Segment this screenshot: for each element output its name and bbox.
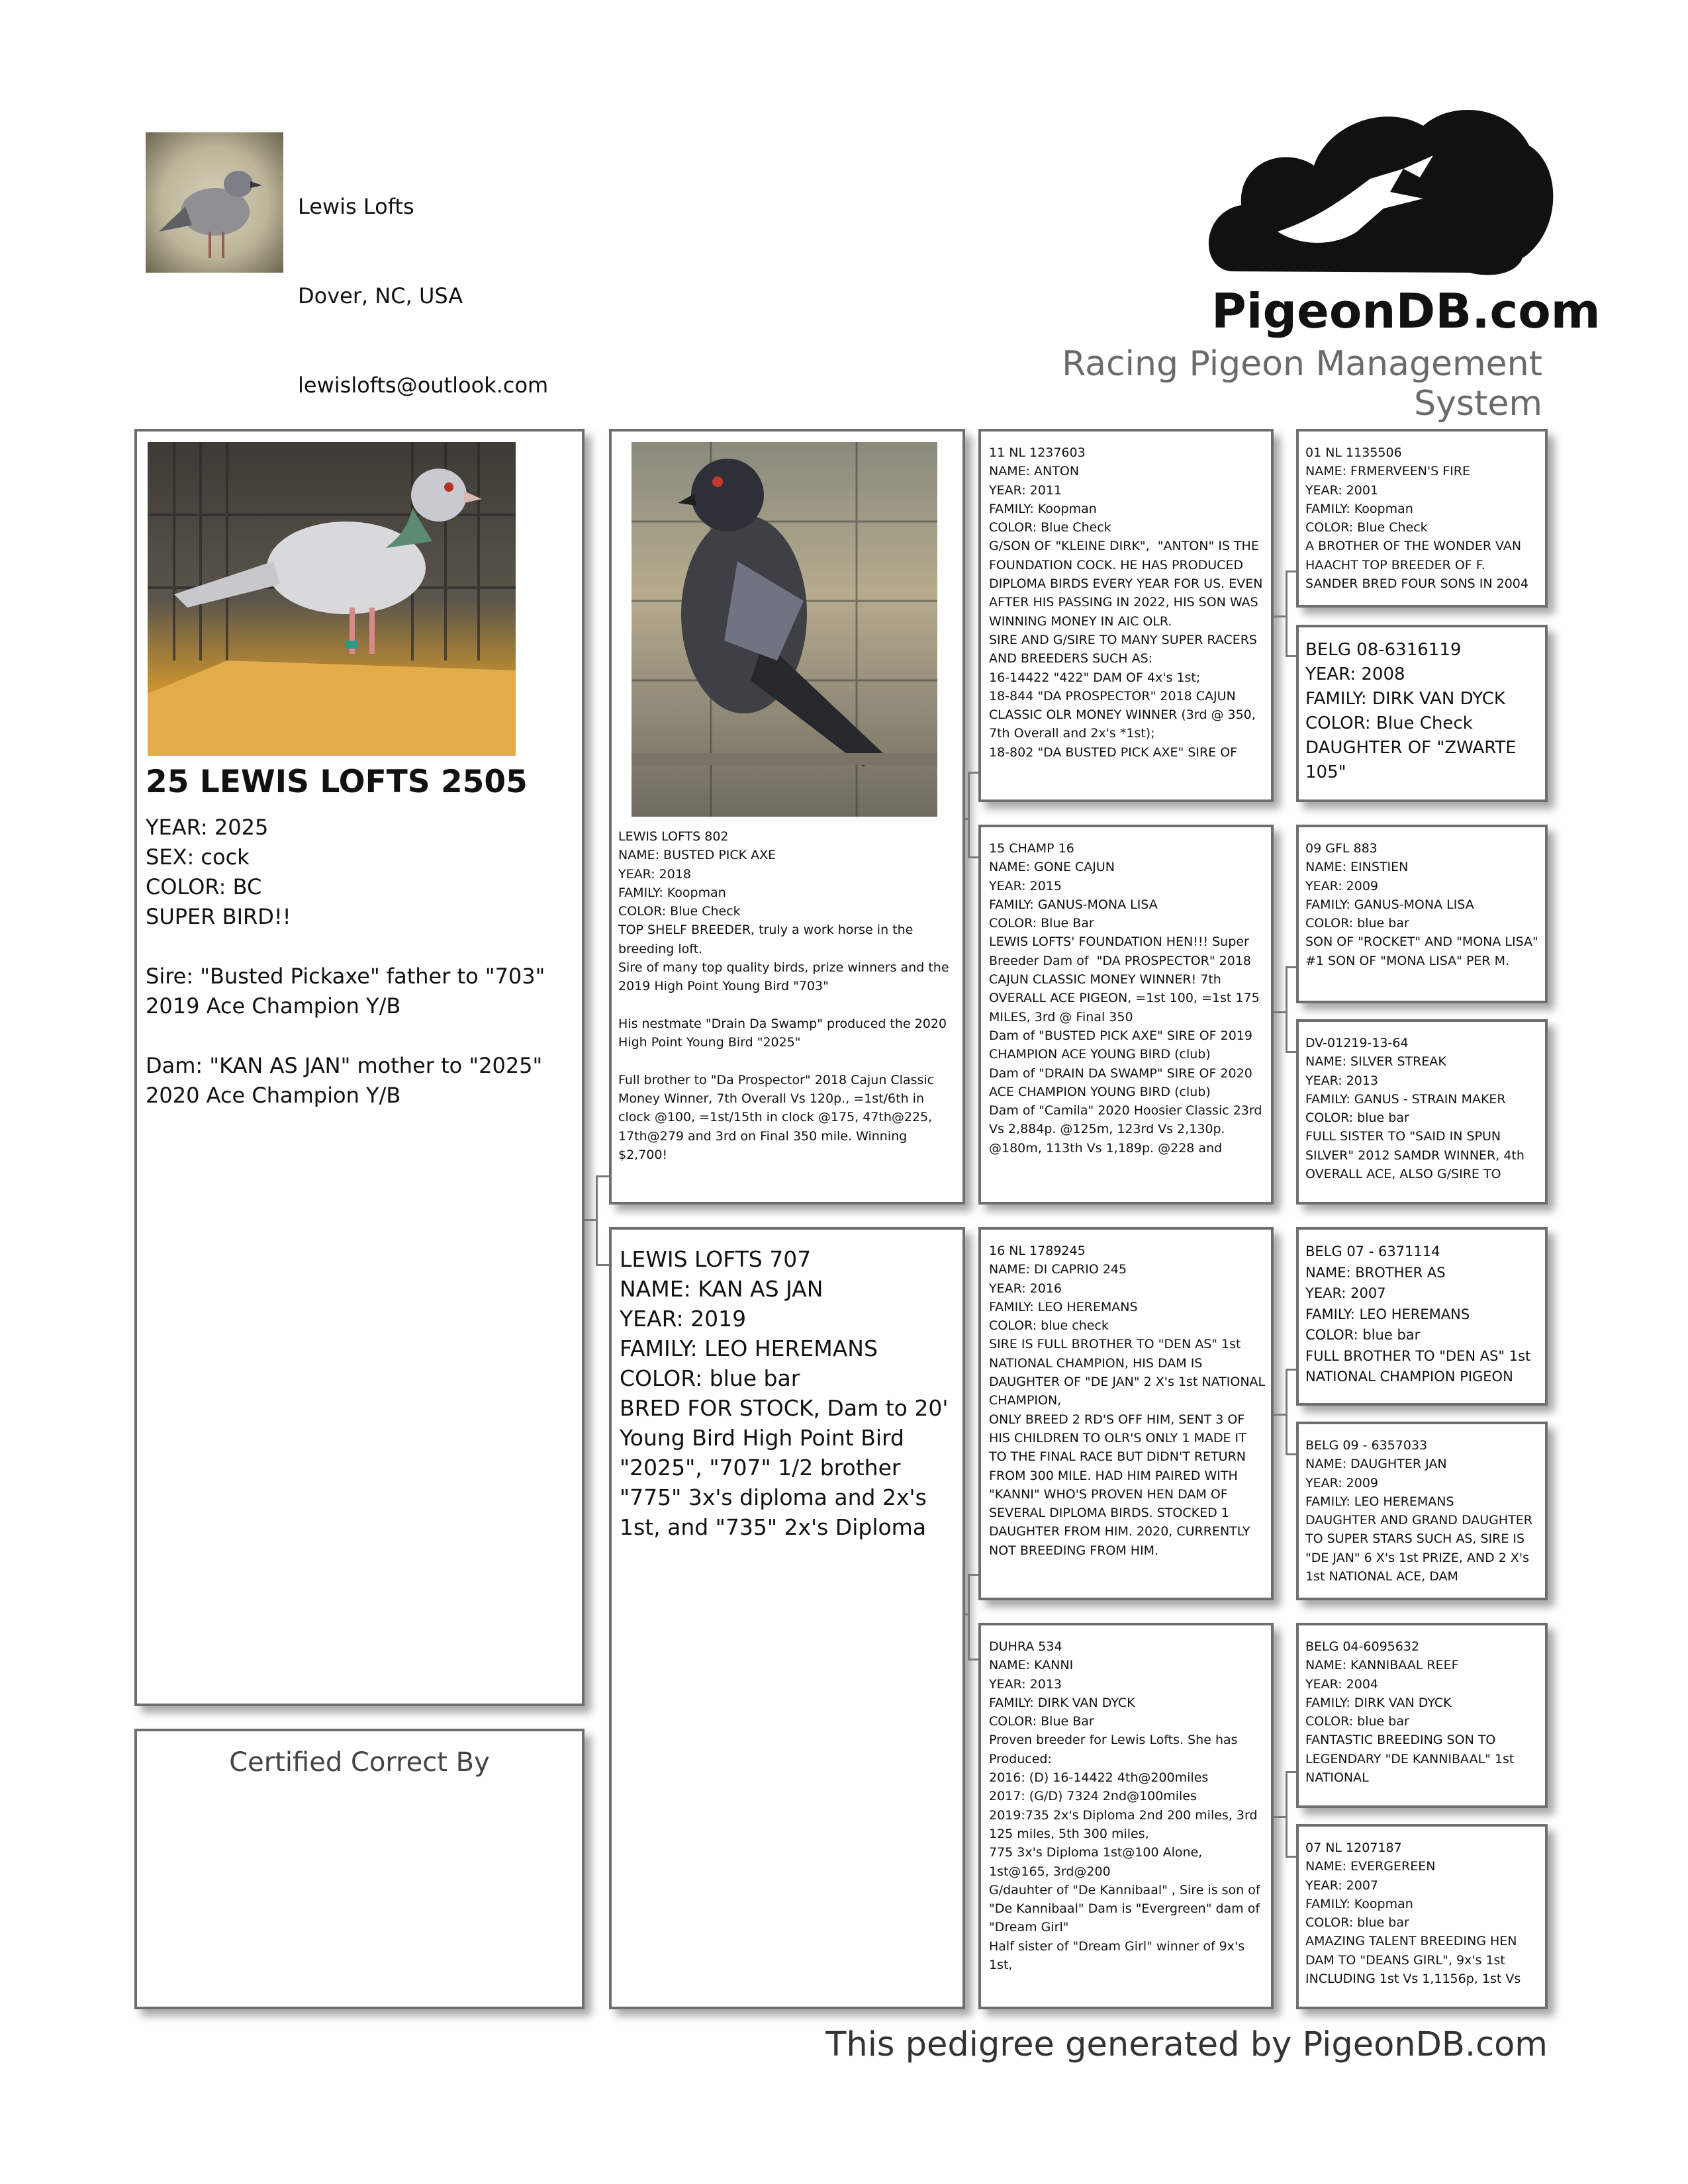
ds-details: 16 NL 1789245 NAME: DI CAPRIO 245 YEAR: 2016 FAMILY: LEO HEREMANS COLOR: blue check SIRE IS FULL BROTHER TO "DEN AS" 1st NATIONAL CHAMPION, HIS DAM IS DAUGHTER OF "DE JAN" 2 X's 1st NATIONAL CHAMPION, ONLY BREED 2 RD'S OFF HIM, SENT 3 OF HIS CHILDREN TO OLR'S ONLY 1 MADE IT TO THE FINAL RACE BUT DIDN'T RETURN FROM 300 MILE. HAD HIM PAIRED WITH "KANNI" WHO'S PROVEN HEN DAM OF SEVERAL DIPLOMA BIRDS. STOCKED 1 DAUGHTER FROM HIM. 2020, CURRENTLY NOT BREEDING FROM HIM. <box>989 1244 1266 1558</box>
connector <box>1286 570 1296 572</box>
ggp-sdd-card <box>1296 1019 1548 1205</box>
connector <box>1286 570 1288 657</box>
site-name[interactable]: PigeonDB.com <box>1211 283 1601 339</box>
dd-details: DUHRA 534 NAME: KANNI YEAR: 2013 FAMILY: DIRK VAN DYCK COLOR: Blue Bar Proven breeder for Lewis Lofts. She has Produced: 2016: (D) 16-14422 4th@200miles 2017: (G/D) 7324 2nd@100miles 2019:735 2x's Diploma 2nd 200 miles, 3rd 125 miles, 5th 300 miles, 775 3x's Diploma 1st@100 Alone, 1st@165, 3rd@200 G/dauhter of "De Kannibaal" , Sire is son of "De Kannibaal" Dam is "Evergreen" dam of "Dream Girl" Half sister of "Dream Girl" winner of 9x's 1st, <box>989 1639 1260 1973</box>
connector <box>1274 1816 1287 1818</box>
pigeondb-logo <box>1205 99 1556 291</box>
connector <box>1286 966 1288 1052</box>
site-tagline: Racing Pigeon Management System <box>1062 344 1542 424</box>
connector <box>596 1264 609 1266</box>
connector <box>968 1574 970 1660</box>
ggp-dsd-card <box>1296 1422 1548 1600</box>
grandsire-maternal-card <box>978 1227 1274 1600</box>
sd-details: 15 CHAMP 16 NAME: GONE CAJUN YEAR: 2015 FAMILY: GANUS-MONA LISA COLOR: Blue Bar LEWIS LOFTS' FOUNDATION HEN!!! Super Breeder Dam of "DA PROSPECTOR" 2018 CAJUN CLASSIC MONEY WINNER! 7th OVERALL ACE PIGEON, =1st 100, =1st 175 MILES, 3rd @ Final 350 Dam of "BUSTED PICK AXE" SIRE OF 2019 CHAMPION ACE YOUNG BIRD (club) Dam of "DRAIN DA SWAMP" SIRE OF 2020 ACE CHAMPION YOUNG BIRD (club) Dam of "Camila" 2020 Hoosier Classic 23rd Vs 2,884p. @125m, 123rd Vs 2,130p. @180m, 113th Vs 1,189p. @228 and <box>989 841 1262 1156</box>
connector <box>585 1219 596 1221</box>
dss-details: BELG 07 - 6371114 NAME: BROTHER AS YEAR: 2007 FAMILY: LEO HEREMANS COLOR: blue bar FULL BROTHER TO "DEN AS" 1st NATIONAL CHAMPION PIGEON <box>1305 1244 1531 1385</box>
pigeon-photo-icon <box>632 442 937 817</box>
subject-card <box>134 429 585 1706</box>
ss-details: 11 NL 1237603 NAME: ANTON YEAR: 2011 FAMILY: Koopman COLOR: Blue Check G/SON OF "KLEINE DIRK", "ANTON" IS THE FOUNDATION COCK. HE HAS PRODUCED DIPLOMA BIRDS EVERY YEAR FOR US. EVEN AFTER HIS PASSING IN 2022, HIS SON WAS WINNING MONEY IN AIC OLR. SIRE AND G/SIRE TO MANY SUPER RACERS AND BREEDERS SUCH AS: 16-14422 "422" DAM OF 4x's 1st; 18-844 "DA PROSPECTOR" 2018 CAJUN CLASSIC OLR MONEY WINNER (3rd @ 350, 7th Overall and 2x's *1st); 18-802 "DA BUSTED PICK AXE" SIRE OF <box>989 445 1263 760</box>
connector <box>1286 1453 1296 1455</box>
ggp-sds-card <box>1296 825 1548 1003</box>
sdd-details: DV-01219-13-64 NAME: SILVER STREAK YEAR: 2013 FAMILY: GANUS - STRAIN MAKER COLOR: blue bar FULL SISTER TO "SAID IN SPUN SILVER" 2012 SAMDR WINNER, 4th OVERALL ACE, ALSO G/SIRE TO <box>1305 1036 1524 1182</box>
connector <box>1274 1011 1287 1013</box>
sire-card <box>609 429 965 1205</box>
connector <box>1286 1771 1288 1857</box>
ssd-details: BELG 08-6316119 YEAR: 2008 FAMILY: DIRK VAN DYCK COLOR: Blue Check DAUGHTER OF "ZWARTE 105" <box>1305 640 1517 782</box>
connector <box>1274 1414 1287 1416</box>
owner-location: Dover, NC, USA <box>298 283 463 308</box>
connector <box>1286 1369 1288 1455</box>
connector <box>1286 1369 1296 1371</box>
cloud-bird-logo-icon <box>1205 99 1556 291</box>
connector <box>1286 966 1296 968</box>
connector <box>968 1659 978 1661</box>
subject-details: YEAR: 2025 SEX: cock COLOR: BC SUPER BIRD!! Sire: "Busted Pickaxe" father to "703" 2019 Ace Champion Y/B Dam: "KAN AS JAN" mother to "2025" 2020 Ace Champion Y/B <box>146 815 545 1108</box>
connector <box>1286 655 1296 657</box>
ggp-dds-card <box>1296 1623 1548 1808</box>
pigeon-photo-icon <box>148 442 516 756</box>
ggp-ssd-card <box>1296 625 1548 802</box>
connector <box>596 1175 609 1177</box>
sire-photo <box>632 442 937 817</box>
connector <box>968 1574 978 1576</box>
pigeon-photo-icon <box>146 132 283 273</box>
connector <box>968 856 978 858</box>
owner-name: Lewis Lofts <box>298 194 414 219</box>
granddam-maternal-card <box>978 1623 1274 2009</box>
certified-label: Certified Correct By <box>229 1747 490 1778</box>
sss-details: 01 NL 1135506 NAME: FRMERVEEN'S FIRE YEAR: 2001 FAMILY: Koopman COLOR: Blue Check A BROTHER OF THE WONDER VAN HAACHT TOP BREEDER OF F. SANDER BRED FOUR SONS IN 2004 <box>1305 445 1528 592</box>
ggp-dss-card <box>1296 1227 1548 1406</box>
dsd-details: BELG 09 - 6357033 NAME: DAUGHTER JAN YEAR: 2009 FAMILY: LEO HEREMANS DAUGHTER AND GRAND DAUGHTER TO SUPER STARS SUCH AS, SIRE IS "DE JAN" 6 X's 1st PRIZE, AND 2 X's 1st NATIONAL ACE, DAM <box>1305 1438 1533 1584</box>
grandsire-paternal-card <box>978 429 1274 802</box>
sire-details: LEWIS LOFTS 802 NAME: BUSTED PICK AXE YEAR: 2018 FAMILY: Koopman COLOR: Blue Check TOP SHELF BREEDER, truly a work horse in the breeding loft. Sire of many top quality birds, prize winners and the 2019 High Point Young Bird "703" His nestmate "Drain Da Swamp" produced the 2020 High Point Young Bird "2025" Full brother to "Da Prospector" 2018 Cajun Classic Money Winner, 7th Overall Vs 120p., =1st/6th in clock @100, =1st/15th in clock @175, 47th@225, 17th@279 and 3rd on Final 350 mile. Winning $2,700! <box>618 829 949 1163</box>
owner-avatar <box>146 132 283 273</box>
ddd-details: 07 NL 1207187 NAME: EVERGEREEN YEAR: 2007 FAMILY: Koopman COLOR: blue bar AMAZING TALENT BREEDING HEN DAM TO "DEANS GIRL", 9x's 1st INCLUDING 1st Vs 1,1156p, 1st Vs <box>1305 1841 1521 1987</box>
sds-details: 09 GFL 883 NAME: EINSTIEN YEAR: 2009 FAMILY: GANUS-MONA LISA COLOR: blue bar SON OF "ROCKET" AND "MONA LISA" #1 SON OF "MONA LISA" PER M. <box>1305 841 1538 968</box>
connector <box>968 772 978 774</box>
certified-box <box>134 1729 585 2009</box>
dam-details: LEWIS LOFTS 707 NAME: KAN AS JAN YEAR: 2019 FAMILY: LEO HEREMANS COLOR: blue bar BRED FOR STOCK, Dam to 20' Young Bird High Point Bird "2025", "707" 1/2 brother "775" 3x's diploma and 2x's 1st, and "735" 2x's Diploma <box>620 1246 949 1540</box>
ggp-ddd-card <box>1296 1824 1548 2009</box>
connector <box>596 1175 598 1265</box>
ggp-sss-card <box>1296 429 1548 608</box>
granddam-paternal-card <box>978 825 1274 1205</box>
owner-email[interactable]: lewislofts@outlook.com <box>298 373 549 398</box>
subject-photo <box>148 442 516 756</box>
connector <box>1286 1771 1296 1773</box>
dds-details: BELG 04-6095632 NAME: KANNIBAAL REEF YEAR: 2004 FAMILY: DIRK VAN DYCK COLOR: blue bar FANTASTIC BREEDING SON TO LEGENDARY "DE KANNIBAAL" 1st NATIONAL <box>1305 1639 1515 1786</box>
connector <box>1286 1856 1296 1858</box>
connector <box>1274 615 1287 617</box>
connector <box>1286 1051 1296 1053</box>
footer-credit: This pedigree generated by PigeonDB.com <box>825 2025 1548 2064</box>
subject-ring: 25 LEWIS LOFTS 2505 <box>146 764 528 800</box>
dam-card <box>609 1227 965 2009</box>
connector <box>968 772 970 858</box>
